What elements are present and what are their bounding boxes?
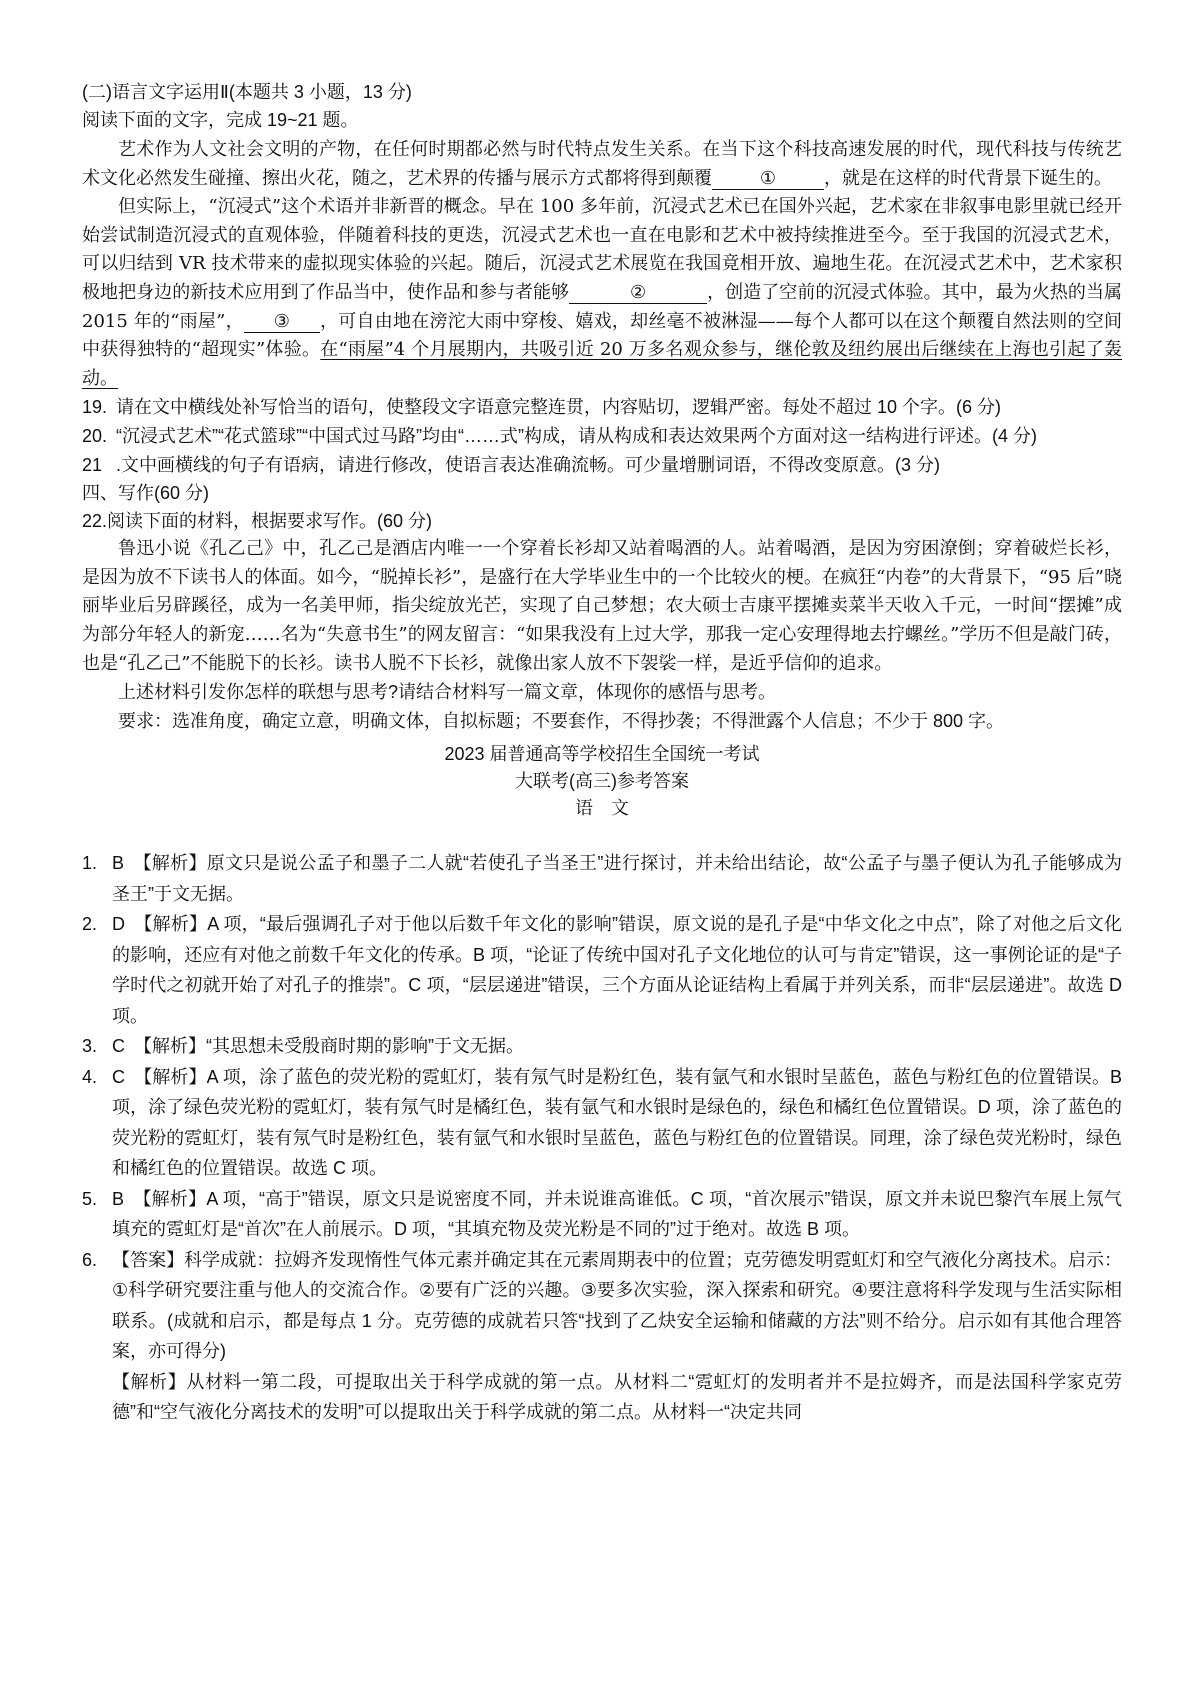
question-number: 19.	[82, 397, 108, 418]
answer-item	[82, 848, 1122, 909]
answer-item	[82, 1062, 1122, 1184]
writing-material: 鲁迅小说《孔乙己》中，孔乙己是酒店内唯一一个穿着长衫却又站着喝酒的人。站着喝酒，是因为穷困潦倒；穿着破烂长衫，是因为放不下读书人的体面。如今，“脱掉长衫”，是盛行在大学毕业生中的一个比较火的梗。在疯狂“内卷”的大背景下，“95 后”晓丽毕业后另辟蹊径，成为一名美甲师，指尖绽放光芒，实现了自己梦想；农大硕士吉康平摆摊卖菜半天收入千元，一时间“摆摊”成为部分年轻人的新宠……名为“失意书生”的网友留言：“如果我没有上过大学，那我一定心安理得地去拧螺丝。”学历不但是敲门砖，也是“孔乙己”不能脱下的长衫。读书人脱不下长衫，就像出家人放不下袈裟一样，是近乎信仰的追求。	[82, 538, 1122, 674]
answer-number: 2.	[82, 914, 98, 935]
passage-paragraph-2	[82, 193, 1122, 393]
question-item	[82, 422, 1122, 451]
answer-text: C 【解析】“其思想未受殷商时期的影响”于文无据。	[112, 1036, 524, 1057]
writing-prompt: 上述材料引发你怎样的联想与思考?请结合材料写一篇文章，体现你的感悟与思考。	[118, 682, 777, 703]
underlined-sentence: 在“雨屋”4 个月展期内，共吸引近 20 万多名观众参与，继伦敦及纽约展出后继续在上海也引起了轰动。	[82, 339, 1123, 389]
passage-paragraph-1	[82, 136, 1122, 193]
passage-text: 艺术作为人文社会文明的产物，在任何时期都必然与时代特点发生关系。在当下这个科技高速发展的时代，现代科技与传统艺术文化必然发生碰撞、擦出火花，随之，艺术界的传播与展示方式都将得到颠覆	[82, 139, 1122, 189]
fill-blank-3: ③	[244, 310, 320, 333]
question-text: .文中画横线的句子有语病，请进行修改，使语言表达准确流畅。可少量增删词语，不得改变原意。(3 分)	[116, 454, 940, 475]
passage-text: ，创造了空前的沉浸式体验。其中，最为火热的当属 2015 年的“雨屋”，	[82, 281, 1122, 332]
answer-item	[82, 1184, 1122, 1245]
reading-instruction: 阅读下面的文字，完成 19~21 题。	[82, 110, 359, 130]
question-text: “沉浸式艺术”“花式篮球”“中国式过马路”均由“……式”构成，请从构成和表达效果两个方面对这一结构进行评述。(4 分)	[116, 425, 1037, 446]
answer-title: 大联考(高三)参考答案	[515, 771, 689, 792]
answer-number: 5.	[82, 1188, 98, 1209]
section-heading: (二)语言文字运用Ⅱ(本题共 3 小题，13 分)	[82, 82, 412, 102]
answer-number: 1.	[82, 853, 98, 874]
answer-item	[82, 909, 1122, 1031]
answer-text: B 【解析】A 项，“高于”错误，原文只是说密度不同，并未说谁高谁低。C 项，“首次展示”错误，原文并未说巴黎汽车展上氖气填充的霓虹灯是“首次”在人前展示。D 项，“其填充物及荧光粉是不同的”过于绝对。故选 B 项。	[112, 1188, 1122, 1240]
subject-title: 语 文	[575, 798, 629, 819]
answer-header	[82, 741, 1122, 822]
question-number: 20.	[82, 425, 108, 446]
fill-blank-2: ②	[569, 281, 707, 304]
answer-text: 【答案】科学成就：拉姆齐发现惰性气体元素并确定其在元素周期表中的位置；克劳德发明霓虹灯和空气液化分离技术。启示：①科学研究要注重与他人的交流合作。②要有广泛的兴趣。③要多次实验，深入探索和研究。④要注意将科学发现与生活实际相联系。(成就和启示，都是每点 1 分。克劳德的成就若只答“找到了乙炔安全运输和储藏的方法”则不给分。启示如有其他合理答案，亦可得分)	[112, 1249, 1122, 1362]
question-number: 21	[82, 454, 103, 475]
writing-heading: 四、写作(60 分)	[82, 483, 210, 504]
fill-blank-1: ①	[712, 167, 824, 190]
question-22: 22.阅读下面的材料，根据要求写作。(60 分)	[82, 511, 433, 532]
passage-text: ，可自由地在滂沱大雨中穿梭、嬉戏，却丝毫不被淋湿——每个人都可以在这个颠覆自然法则的空间中获得独特的“超现实”体验。	[82, 310, 1122, 361]
exam-title: 2023 届普通高等学校招生全国统一考试	[444, 744, 760, 765]
answer-number: 3.	[82, 1036, 98, 1057]
question-list	[82, 393, 1122, 479]
passage-text: 但实际上，“沉浸式”这个术语并非新晋的概念。早在 100 多年前，沉浸式艺术已在国外兴起，艺术家在非叙事电影里就已经开始尝试制造沉浸式的直观体验，伴随着科技的更迭，沉浸式艺术也一直在电影和艺术中被持续推进至今。至于我国的沉浸式艺术，可以归结到 VR 技术带来的虚拟现实体验的兴起。随后，沉浸式艺术展览在我国竟相开放、遍地生花。在沉浸式艺术中，艺术家积极地把身边的新技术应用到了作品当中，使作品和参与者能够	[82, 196, 1122, 303]
question-item	[82, 451, 1122, 480]
answer-number: 4.	[82, 1066, 98, 1087]
answer-number: 6.	[82, 1249, 98, 1270]
answer-item	[82, 1245, 1122, 1367]
question-item	[82, 393, 1122, 422]
passage-text: ，就是在这样的时代背景下诞生的。	[824, 167, 1112, 189]
writing-requirements: 要求：选准角度，确定立意，明确文体，自拟标题；不要套作，不得抄袭；不得泄露个人信息；不少于 800 字。	[118, 710, 1005, 731]
answer-text: D 【解析】A 项，“最后强调孔子对于他以后数千年文化的影响”错误，原文说的是孔子是“中华文化之中点”，除了对他之后文化的影响，还应有对他之前数千年文化的传承。B 项，“论证了传统中国对孔子文化地位的认可与肯定”错误，这一事例论证的是“子学时代之初就开始了对孔子的推崇”。C 项，“层层递进”错误，三个方面从论证结构上看属于并列关系，而非“层层递进”。故选 D 项。	[112, 914, 1122, 1026]
answer-list	[82, 848, 1122, 1428]
answer-text: C 【解析】A 项，涂了蓝色的荧光粉的霓虹灯，装有氖气时是粉红色，装有氩气和水银时呈蓝色，蓝色与粉红色的位置错误。B 项，涂了绿色荧光粉的霓虹灯，装有氖气时是橘红色，装有氩气和水银时是绿色的，绿色和橘红色位置错误。D 项，涂了蓝色的荧光粉的霓虹灯，装有氖气时是粉红色，装有氩气和水银时呈蓝色，蓝色与粉红色的位置错误。同理，涂了绿色荧光粉时，绿色和橘红色的位置错误。故选 C 项。	[112, 1066, 1122, 1179]
answer-item	[82, 1031, 1122, 1062]
answer-text: B 【解析】原文只是说公孟子和墨子二人就“若使孔子当圣王”进行探讨，并未给出结论，故“公孟子与墨子便认为孔子能够成为圣王”于文无据。	[112, 853, 1122, 904]
question-text: 请在文中横线处补写恰当的语句，使整段文字语意完整连贯，内容贴切，逻辑严密。每处不超过 10 个字。(6 分)	[116, 397, 1002, 418]
answer-6-explanation: 【解析】从材料一第二段，可提取出关于科学成就的第一点。从材料二“霓虹灯的发明者并不是拉姆齐，而是法国科学家克劳德”和“空气液化分离技术的发明”可以提取出关于科学成就的第二点。从材料一“决定共同	[112, 1371, 1122, 1423]
